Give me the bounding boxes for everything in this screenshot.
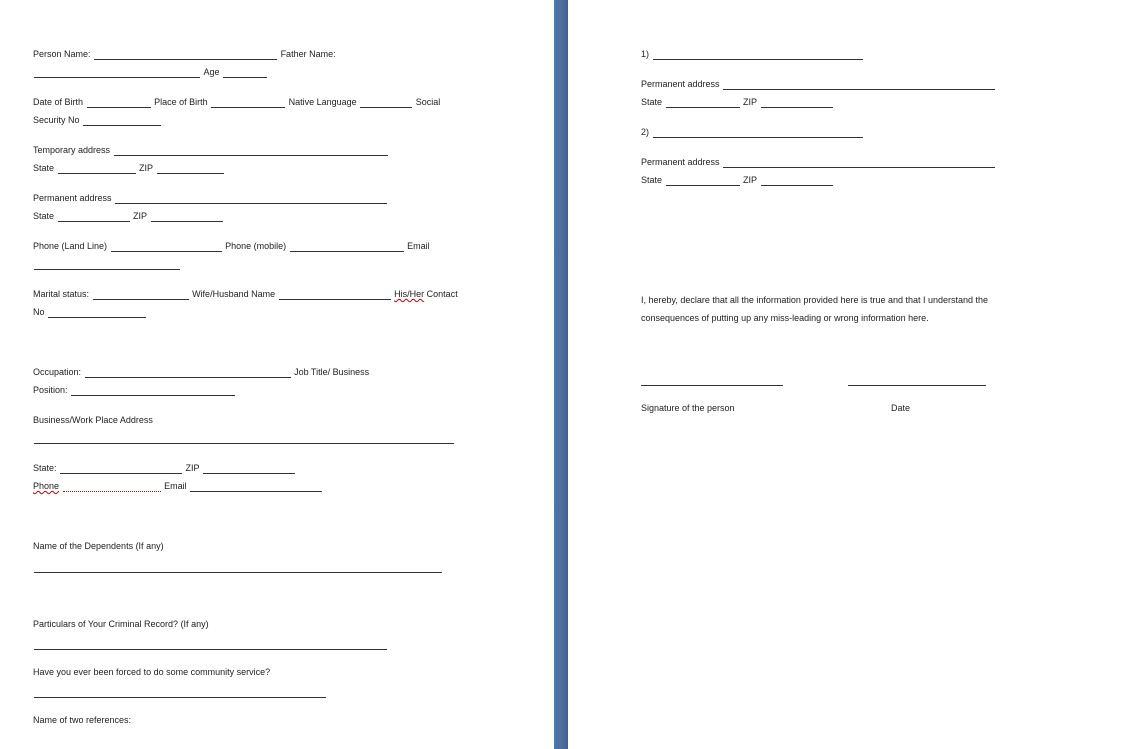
blank-ref1-address[interactable] [723,80,995,90]
row-position [33,384,236,396]
label-state: State [33,211,55,221]
row-community-blank [33,686,327,698]
blank-criminal-record[interactable] [34,640,387,650]
row-work-phone [33,480,323,492]
row-contact-no [33,306,147,318]
row-email-blank [33,258,181,270]
blank-community-service[interactable] [34,688,326,698]
label-job-title: Job Title/ Business [294,367,370,377]
row-perm-state [33,210,224,222]
label-ref2-zip: ZIP [743,175,758,185]
blank-zip[interactable] [157,164,224,174]
row-age [33,66,268,78]
blank-phone-mobile[interactable] [290,242,404,252]
declaration-text-line1: I, hereby, declare that all the information provided here is true and that I understand the [641,295,989,305]
label-ref1: 1) [641,49,650,59]
form-page-right [568,0,1123,749]
blank-occupation[interactable] [85,368,291,378]
label-ref1-zip: ZIP [743,97,758,107]
label-phone-land: Phone (Land Line) [33,241,108,251]
blank-dependents[interactable] [34,563,442,573]
row-declaration-2 [641,312,929,324]
label-dependents: Name of the Dependents (If any) [33,541,164,551]
blank-work-email[interactable] [190,482,322,492]
label-his-her: His/Her [394,289,425,299]
label-email: Email [164,481,187,491]
blank-ref1-name[interactable] [653,50,863,60]
label-ref2-state: State [641,175,663,185]
label-security-no: Security No [33,115,80,125]
blank-security-no[interactable] [83,116,161,126]
row-temp-state [33,162,225,174]
row-security [33,114,162,126]
label-place-of-birth: Place of Birth [154,97,208,107]
blank-person-name[interactable] [94,50,277,60]
blank-permanent-address[interactable] [115,194,387,204]
label-temporary-address: Temporary address [33,145,111,155]
row-declaration-1 [641,294,988,306]
label-ref1-permanent-address: Permanent address [641,79,720,89]
row-criminal-blank [33,638,388,650]
label-state: State [33,163,55,173]
row-signature-label [641,402,735,414]
blank-email[interactable] [34,260,180,270]
row-criminal [33,618,209,630]
blank-temporary-address[interactable] [114,146,388,156]
blank-father-name[interactable] [34,68,200,78]
blank-signature[interactable] [641,376,783,386]
row-occupation [33,366,369,378]
row-dependents [33,540,164,552]
row-references [33,714,131,726]
row-birth [33,96,440,108]
label-zip: ZIP [139,163,154,173]
row-work-address [33,414,153,426]
label-permanent-address: Permanent address [33,193,112,203]
blank-marital-status[interactable] [93,290,189,300]
label-phone: Phone [33,481,60,491]
blank-state[interactable] [58,164,136,174]
row-marital [33,288,458,300]
label-phone-mobile: Phone (mobile) [225,241,287,251]
blank-date[interactable] [848,376,986,386]
row-work-address-blank [33,432,455,444]
blank-phone-land[interactable] [111,242,222,252]
blank-ref1-zip[interactable] [761,98,833,108]
blank-ref2-name[interactable] [653,128,863,138]
blank-ref2-zip[interactable] [761,176,833,186]
row-person-name [33,48,336,60]
label-person-name: Person Name: [33,49,91,59]
row-ref1-state [641,96,834,108]
blank-ref2-state[interactable] [666,176,740,186]
label-native-language: Native Language [288,97,357,107]
label-occupation: Occupation: [33,367,82,377]
row-dependents-blank [33,561,443,573]
label-spouse-name: Wife/Husband Name [192,289,276,299]
label-zip: ZIP [185,463,200,473]
label-no: No [33,307,45,317]
label-date: Date [891,403,911,413]
form-page-left [0,0,554,749]
label-marital-status: Marital status: [33,289,90,299]
blank-work-address[interactable] [34,434,454,444]
blank-place-of-birth[interactable] [211,98,285,108]
row-ref2 [641,126,864,138]
label-ref2-permanent-address: Permanent address [641,157,720,167]
signature-line [641,374,783,386]
label-state-colon: State: [33,463,57,473]
label-ref2: 2) [641,127,650,137]
row-work-state [33,462,296,474]
blank-work-phone[interactable] [63,482,161,492]
row-permanent-address [33,192,388,204]
blank-date-of-birth[interactable] [87,98,151,108]
label-position: Position: [33,385,68,395]
blank-age[interactable] [223,68,267,78]
row-phone [33,240,430,252]
page-divider [554,0,568,749]
row-ref2-address [641,156,996,168]
label-signature: Signature of the person [641,403,735,413]
label-social: Social [415,97,441,107]
blank-state[interactable] [58,212,130,222]
date-line [848,374,986,386]
row-ref2-state [641,174,834,186]
blank-ref1-state[interactable] [666,98,740,108]
label-father-name: Father Name: [280,49,336,59]
blank-spouse-name[interactable] [279,290,391,300]
row-temporary-address [33,144,389,156]
label-community-service: Have you ever been forced to do some community service? [33,667,271,677]
label-work-address: Business/Work Place Address [33,415,153,425]
label-references: Name of two references: [33,715,132,725]
label-contact: Contact [426,289,458,299]
declaration-text-line2: consequences of putting up any miss-leading or wrong information here. [641,313,929,323]
row-date-label [891,402,910,414]
blank-zip[interactable] [151,212,223,222]
label-age: Age [203,67,220,77]
blank-contact-no[interactable] [48,308,146,318]
label-ref1-state: State [641,97,663,107]
row-community [33,666,270,678]
label-zip: ZIP [133,211,148,221]
row-ref1-address [641,78,996,90]
blank-work-state[interactable] [60,464,182,474]
blank-work-zip[interactable] [203,464,295,474]
blank-position[interactable] [71,386,235,396]
blank-native-language[interactable] [360,98,412,108]
label-date-of-birth: Date of Birth [33,97,84,107]
row-ref1 [641,48,864,60]
label-email: Email [407,241,430,251]
label-criminal-record: Particulars of Your Criminal Record? (If any) [33,619,209,629]
blank-ref2-address[interactable] [723,158,995,168]
